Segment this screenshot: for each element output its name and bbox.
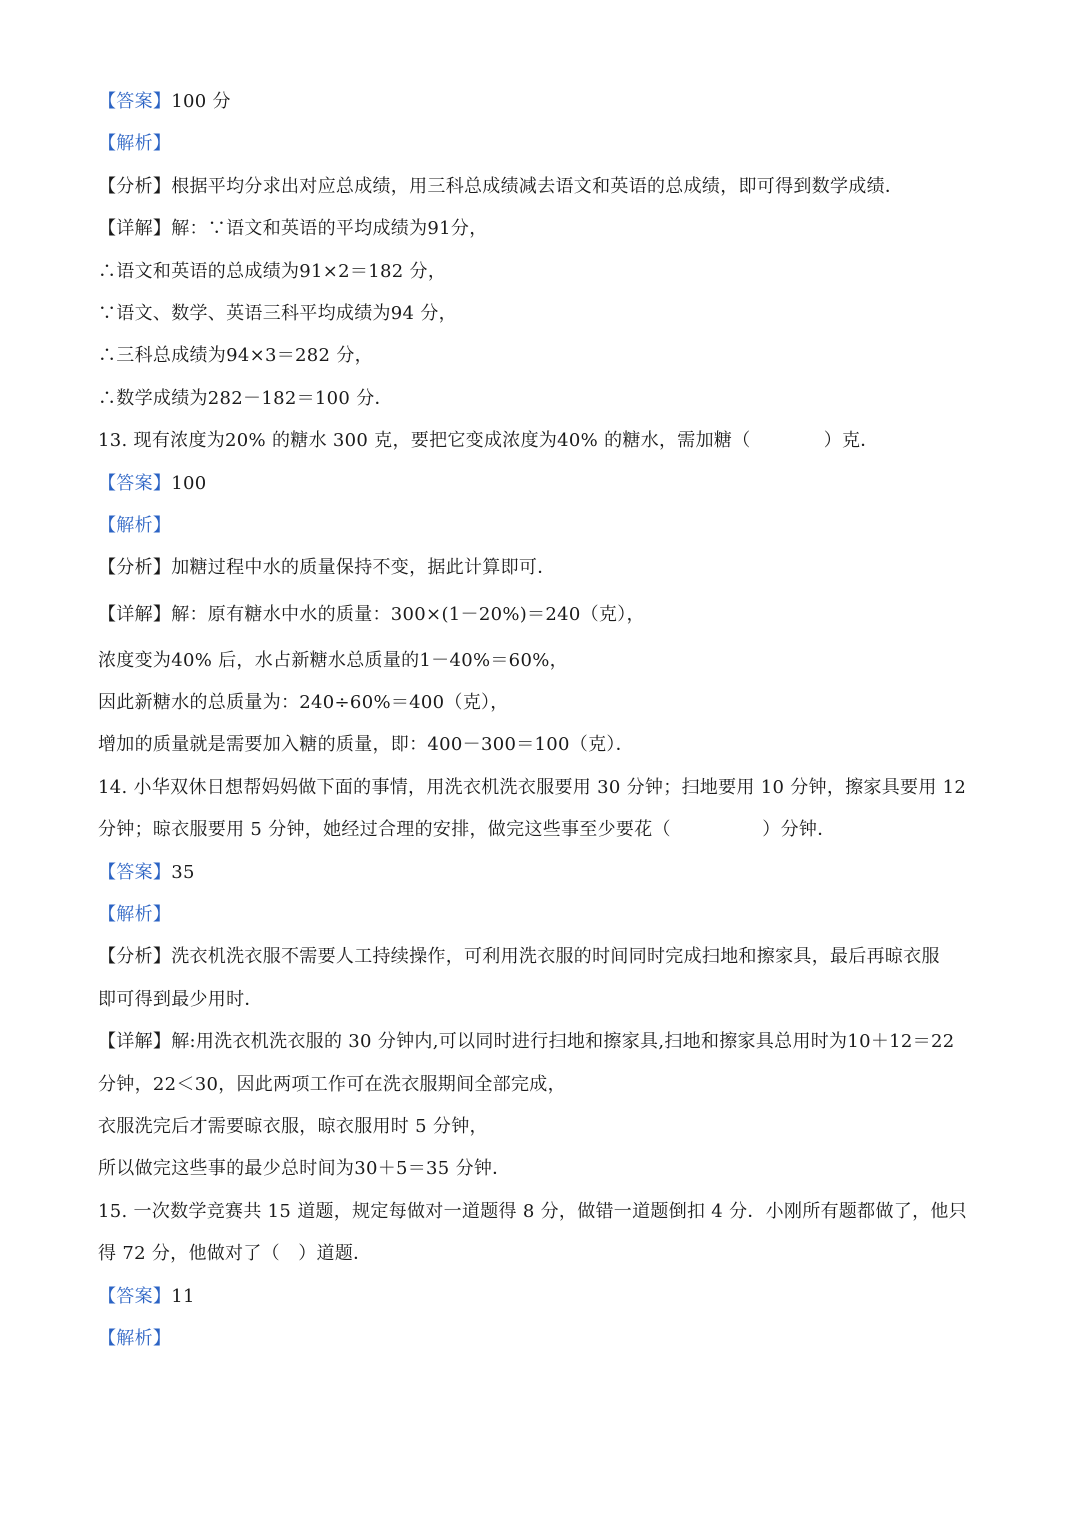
xiangjie-label: 【详解】 [98, 218, 172, 240]
q13-analysis-line [98, 505, 988, 547]
q12-analysis-line [98, 123, 988, 165]
answer-value: 11 [171, 1285, 195, 1307]
fenxi-label: 【分析】 [98, 946, 172, 968]
xiangjie-label: 【详解】 [98, 1031, 172, 1053]
detail-text: 解：原有糖水中水的质量：300×(1－20%)＝240（克）， [171, 603, 645, 625]
fenxi-label: 【分析】 [98, 175, 172, 197]
answer-label: 【答案】 [98, 861, 172, 883]
q14-answer-line [98, 852, 988, 894]
q13-fenxi-line [98, 547, 988, 589]
detail-text: ∴三科总成绩为94×3＝282 分， [98, 345, 373, 367]
q12-detail-line-5 [98, 378, 988, 420]
detail-text: 增加的质量就是需要加入糖的质量，即：400－300＝100（克）． [98, 734, 634, 756]
q12-detail-line-1 [98, 208, 988, 250]
question-text: 13. 现有浓度为20% 的糖水 300 克，要把它变成浓度为40% 的糖水，需加糖（ ）克． [98, 430, 879, 452]
detail-text: ∴数学成绩为282－182＝100 分． [98, 387, 393, 409]
answer-label: 【答案】 [98, 1285, 172, 1307]
document-page [98, 81, 988, 1360]
q13-detail-line-4 [98, 724, 988, 766]
q14-detail-line-4 [98, 1148, 988, 1190]
q14-detail-line-3 [98, 1106, 988, 1148]
detail-text: 浓度变为40% 后，水占新糖水总质量的1－40%＝60%， [98, 649, 568, 671]
q13-detail-line-1 [98, 590, 988, 640]
q13-question [98, 420, 988, 462]
detail-text: 解:用洗衣机洗衣服的 30 分钟内,可以同时进行扫地和擦家具,扫地和擦家具总用时为10＋12＝22 [171, 1031, 955, 1053]
q13-detail-line-2 [98, 640, 988, 682]
answer-label: 【答案】 [98, 472, 172, 494]
q15-question-line-1 [98, 1191, 988, 1233]
detail-text: 解：∵语文和英语的平均成绩为91分， [171, 218, 488, 240]
detail-text: ∴语文和英语的总成绩为91×2＝182 分， [98, 260, 447, 282]
fenxi-text: 洗衣机洗衣服不需要人工持续操作，可利用洗衣服的时间同时完成扫地和擦家具，最后再晾衣服 [171, 946, 940, 968]
detail-text: ∵语文、数学、英语三科平均成绩为94 分， [98, 302, 457, 324]
analysis-label: 【解析】 [98, 514, 172, 536]
q13-answer-line [98, 463, 988, 505]
answer-value: 100 [171, 472, 207, 494]
q14-fenxi-line-2 [98, 979, 988, 1021]
q15-answer-line [98, 1276, 988, 1318]
detail-text: 所以做完这些事的最少总时间为30＋5＝35 分钟． [98, 1158, 511, 1180]
fenxi-text: 即可得到最少用时． [98, 988, 263, 1010]
analysis-label: 【解析】 [98, 904, 172, 926]
answer-label: 【答案】 [98, 91, 172, 112]
q12-detail-line-3 [98, 293, 988, 335]
q15-question-line-2 [98, 1233, 988, 1275]
q14-question-line-2 [98, 809, 988, 851]
answer-value: 100 分 [171, 91, 231, 112]
q12-fenxi-line [98, 166, 988, 208]
question-text: 分钟；晾衣服要用 5 分钟，她经过合理的安排，做完这些事至少要花（ ）分钟． [98, 819, 836, 841]
q14-detail-line-2 [98, 1064, 988, 1106]
q14-question-line-1 [98, 767, 988, 809]
xiangjie-label: 【详解】 [98, 603, 172, 625]
q14-fenxi-line-1 [98, 936, 988, 978]
q13-detail-line-3 [98, 682, 988, 724]
answer-value: 35 [171, 861, 195, 883]
detail-text: 因此新糖水的总质量为：240÷60%＝400（克）， [98, 692, 509, 714]
detail-text: 分钟，22＜30，因此两项工作可在洗衣服期间全部完成， [98, 1073, 566, 1095]
question-text: 得 72 分，他做对了（ ）道题． [98, 1243, 372, 1265]
q14-analysis-line [98, 894, 988, 936]
detail-text: 衣服洗完后才需要晾衣服，晾衣服用时 5 分钟， [98, 1115, 488, 1137]
q15-analysis-line [98, 1318, 988, 1360]
analysis-label: 【解析】 [98, 1327, 172, 1349]
fenxi-text: 根据平均分求出对应总成绩，用三科总成绩减去语文和英语的总成绩，即可得到数学成绩． [171, 175, 904, 197]
fenxi-text: 加糖过程中水的质量保持不变，据此计算即可． [171, 557, 556, 579]
question-text: 15. 一次数学竞赛共 15 道题，规定每做对一道题得 8 分，做错一道题倒扣 4 分．小刚所有题都做了，他只 [98, 1200, 967, 1222]
q12-detail-line-2 [98, 251, 988, 293]
q14-detail-line-1 [98, 1021, 988, 1063]
q12-detail-line-4 [98, 335, 988, 377]
question-text: 14. 小华双休日想帮妈妈做下面的事情，用洗衣机洗衣服要用 30 分钟；扫地要用 10 分钟，擦家具要用 12 [98, 776, 967, 798]
q12-answer-line [98, 81, 988, 123]
fenxi-label: 【分析】 [98, 557, 172, 579]
analysis-label: 【解析】 [98, 133, 172, 155]
